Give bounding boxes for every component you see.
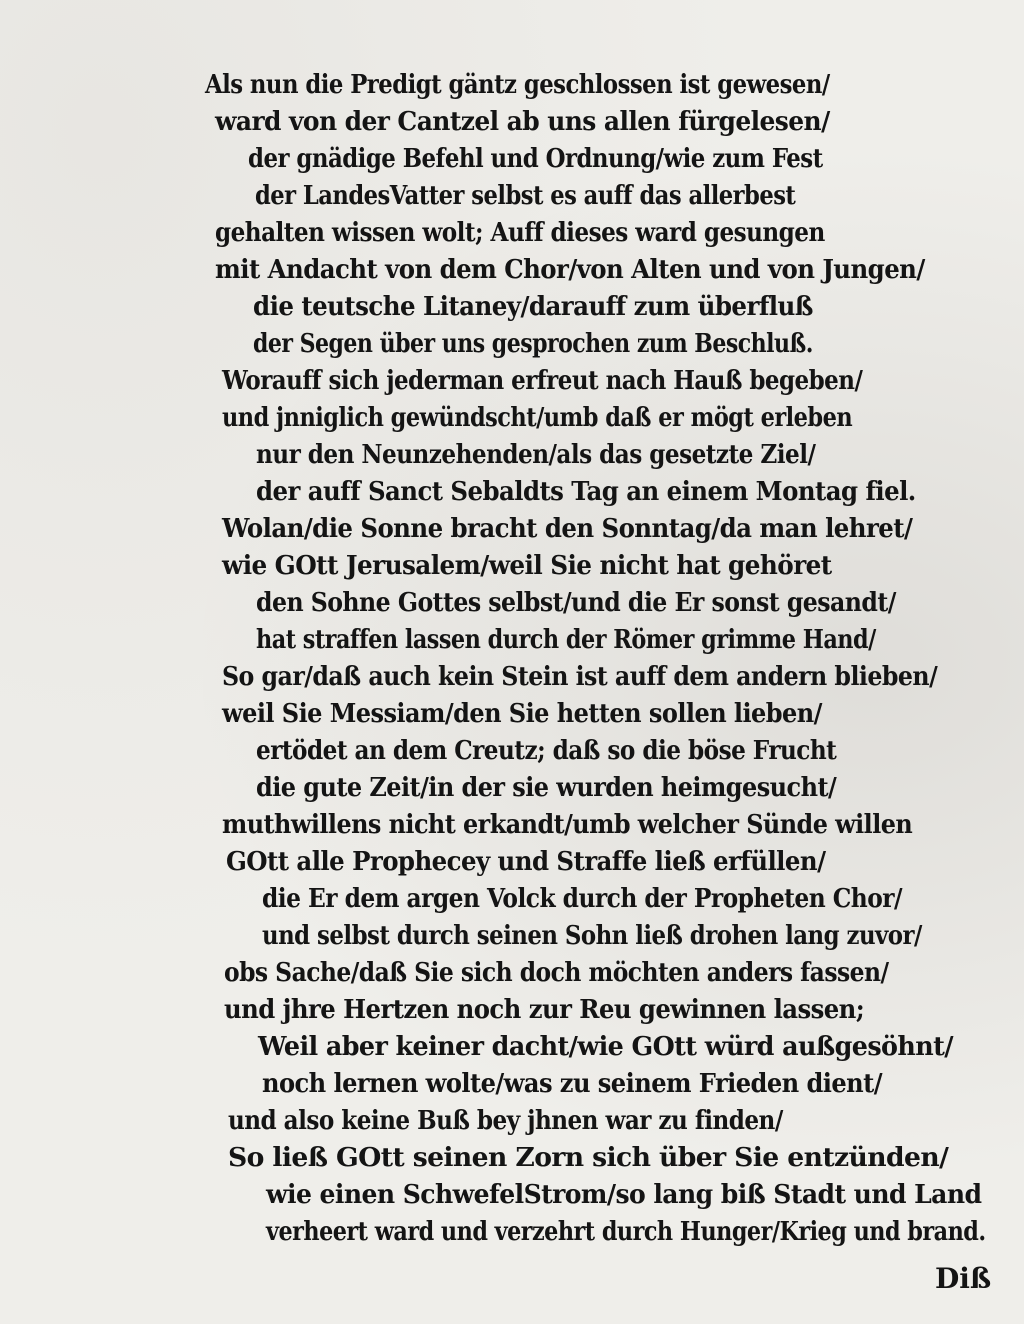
- text-line-8: der Segen über uns gesprochen zum Beschluß.: [253, 329, 813, 359]
- text-line-2: ward von der Cantzel ab uns allen fürgelesen/: [215, 107, 830, 137]
- text-line-12: der auff Sanct Sebaldts Tag an einem Montag fiel.: [256, 477, 916, 507]
- text-line-17: So gar/daß auch kein Stein ist auff dem andern blieben/: [222, 662, 938, 692]
- text-line-23: die Er dem argen Volck durch der Propheten Chor/: [262, 884, 903, 914]
- text-line-27: Weil aber keiner dacht/wie GOtt würd außgesöhnt/: [258, 1032, 953, 1062]
- text-line-16: hat straffen lassen durch der Römer grimme Hand/: [256, 625, 876, 655]
- text-line-4: der LandesVatter selbst es auff das allerbest: [255, 181, 796, 211]
- text-line-18: weil Sie Messiam/den Sie hetten sollen lieben/: [222, 699, 822, 729]
- text-line-32: verheert ward und verzehrt durch Hunger/Krieg und brand.: [266, 1217, 986, 1247]
- text-line-30: So ließ GOtt seinen Zorn sich über Sie entzünden/: [228, 1143, 949, 1173]
- text-line-10: und jnniglich gewündscht/umb daß er mögt erleben: [222, 403, 853, 433]
- text-line-29: und also keine Buß bey jhnen war zu finden/: [228, 1106, 783, 1136]
- text-line-15: den Sohne Gottes selbst/und die Er sonst gesandt/: [256, 588, 896, 618]
- text-line-19: ertödet an dem Creutz; daß so die böse Frucht: [256, 736, 837, 766]
- text-line-20: die gute Zeit/in der sie wurden heimgesucht/: [256, 773, 837, 803]
- text-line-31: wie einen SchwefelStrom/so lang biß Stadt und Land: [266, 1180, 982, 1210]
- text-line-21: muthwillens nicht erkandt/umb welcher Sünde willen: [222, 810, 913, 840]
- text-line-1: Als nun die Predigt gäntz geschlossen ist gewesen/: [205, 70, 830, 100]
- text-line-26: und jhre Hertzen noch zur Reu gewinnen lassen;: [224, 995, 865, 1025]
- text-line-25: obs Sache/daß Sie sich doch möchten anders fassen/: [224, 958, 889, 988]
- text-line-6: mit Andacht von dem Chor/von Alten und von Jungen/: [215, 255, 925, 285]
- text-line-28: noch lernen wolte/was zu seinem Frieden dient/: [262, 1069, 883, 1099]
- text-line-5: gehalten wissen wolt; Auff dieses ward gesungen: [215, 218, 825, 248]
- text-line-24: und selbst durch seinen Sohn ließ drohen lang zuvor/: [262, 921, 922, 951]
- text-line-13: Wolan/die Sonne bracht den Sonntag/da man lehret/: [222, 514, 913, 544]
- catchword: Diß: [935, 1262, 992, 1295]
- text-line-7: die teutsche Litaney/darauff zum überfluß: [253, 292, 813, 322]
- text-line-3: der gnädige Befehl und Ordnung/wie zum Fest: [248, 144, 823, 174]
- text-line-22: GOtt alle Prophecey und Straffe ließ erfüllen/: [226, 847, 826, 877]
- text-line-11: nur den Neunzehenden/als das gesetzte Ziel/: [256, 440, 816, 470]
- text-line-9: Worauff sich jederman erfreut nach Hauß begeben/: [222, 366, 863, 396]
- text-line-14: wie GOtt Jerusalem/weil Sie nicht hat gehöret: [222, 551, 832, 581]
